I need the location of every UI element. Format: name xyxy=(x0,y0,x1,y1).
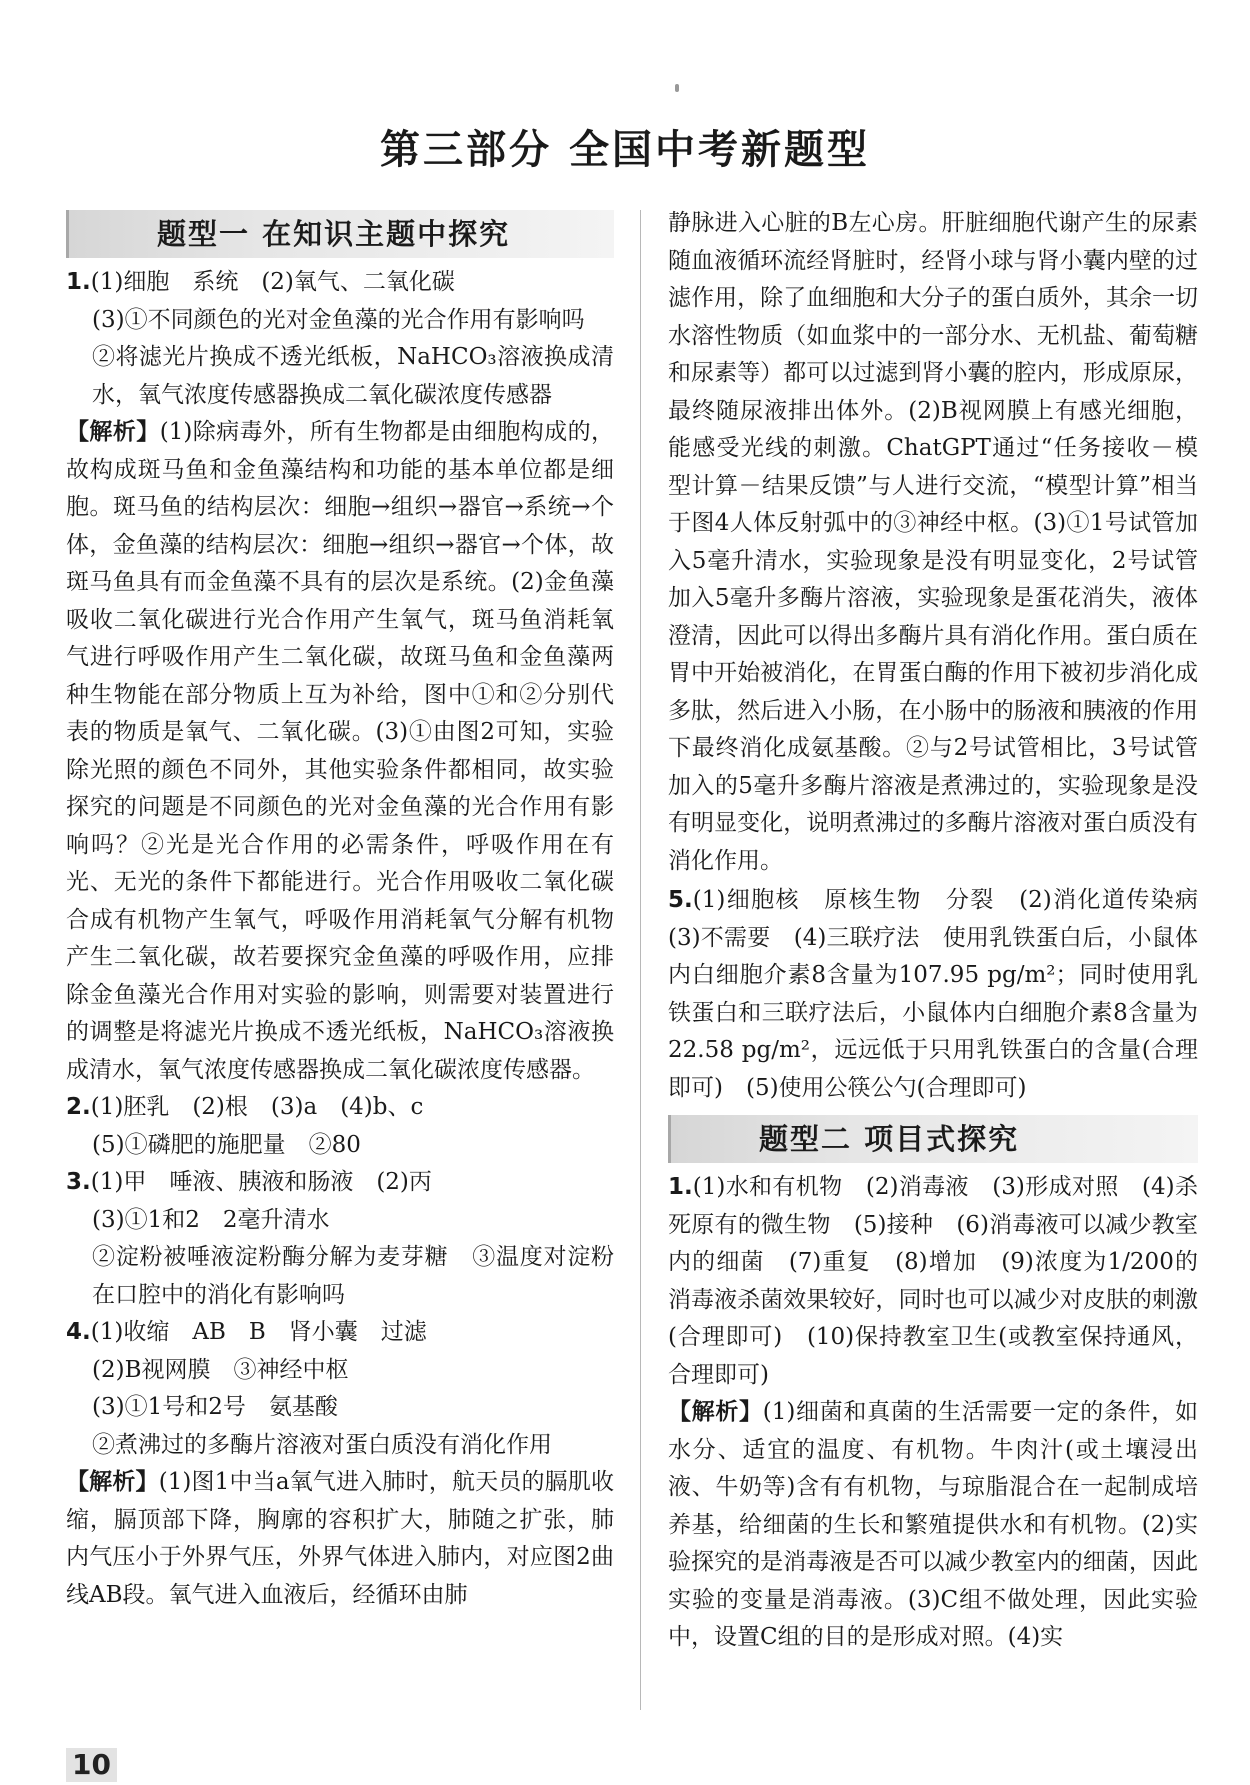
column-divider xyxy=(640,210,641,1710)
answer-line: (1)胚乳 (2)根 (3)a (4)b、c xyxy=(90,1094,424,1120)
left-column xyxy=(66,210,614,1614)
question-3 xyxy=(66,1164,614,1314)
answer-line: (5)①磷肥的施肥量 ②80 xyxy=(92,1131,361,1158)
question-number: 3. xyxy=(66,1169,91,1195)
answer-line: ②将滤光片换成不透光纸板，NaHCO₃溶液换成清水，氧气浓度传感器换成二氧化碳浓度传感器 xyxy=(92,344,614,408)
question-number: 2. xyxy=(66,1094,91,1120)
analysis-text: (1)图1中当a氧气进入肺时，航天员的膈肌收缩，膈顶部下降，胸廓的容积扩大，肺随之扩张，肺内气压小于外界气压，外界气体进入肺内，对应图2曲线AB段。氧气进入血液后，经循环由肺 xyxy=(66,1469,615,1608)
section-banner-2: 题型二 项目式探究 xyxy=(668,1115,1198,1163)
analysis xyxy=(668,1394,1198,1657)
analysis-text: (1)细菌和真菌的生活需要一定的条件，如水分、适宜的温度、有机物。牛肉汁(或土壤浸出液、牛奶等)含有有机物，与琼脂混合在一起制成培养基，给细菌的生长和繁殖提供水和有机物。(2)实验探究的是消毒液是否可以减少教室内的细菌，因此实验的变量是消毒液。(3)C组不做处理，因此实验中，设置C组的目的是形成对照。(4)实 xyxy=(668,1399,1198,1650)
answer-line: (2)B视网膜 ③神经中枢 xyxy=(92,1356,349,1383)
page-title: 第三部分 全国中考新题型 xyxy=(380,127,870,173)
question-4 xyxy=(66,1314,614,1614)
analysis-label: 【解析】 xyxy=(66,419,160,445)
answer-line: (3)①1和2 2毫升清水 xyxy=(92,1206,330,1233)
section-banner-1: 题型一 在知识主题中探究 xyxy=(66,210,614,258)
right-column xyxy=(668,205,1221,1657)
answer-line: ②淀粉被唾液淀粉酶分解为麦芽糖 ③温度对淀粉在口腔中的消化有影响吗 xyxy=(92,1244,614,1308)
answer-line: (3)①不同颜色的光对金鱼藻的光合作用有影响吗 xyxy=(92,306,585,333)
project-question-1 xyxy=(668,1169,1198,1394)
question-1 xyxy=(66,264,614,1089)
answer-text: (1)水和有机物 (2)消毒液 (3)形成对照 (4)杀死原有的微生物 (5)接种 (6)消毒液可以减少教室内的细菌 (7)重复 (8)增加 (9)浓度为1/200的消毒液杀菌效果较好，同时也可以减少对皮肤的刺激(合理即可) (10)保持教室卫生(或教室保持通风，合理即可) xyxy=(668,1174,1198,1388)
question-number: 4. xyxy=(66,1319,91,1345)
analysis xyxy=(66,1464,614,1614)
page-number: 10 xyxy=(66,1748,117,1782)
question-number: 1. xyxy=(66,269,91,295)
question-2 xyxy=(66,1089,614,1164)
answer-line: (1)收缩 AB B 肾小囊 过滤 xyxy=(90,1319,427,1345)
answer-line: (1)细胞 系统 (2)氧气、二氧化碳 xyxy=(90,269,455,295)
analysis-label: 【解析】 xyxy=(668,1399,763,1425)
analysis-text: (1)除病毒外，所有生物都是由细胞构成的，故构成斑马鱼和金鱼藻结构和功能的基本单位都是细胞。斑马鱼的结构层次：细胞→组织→器官→系统→个体，金鱼藻的结构层次：细胞→组织→器官→个体，故斑马鱼具有而金鱼藻不具有的层次是系统。(2)金鱼藻吸收二氧化碳进行光合作用产生氧气，斑马鱼消耗氧气进行呼吸作用产生二氧化碳，故斑马鱼和金鱼藻两种生物能在部分物质上互为补给，图中①和②分别代表的物质是氧气、二氧化碳。(3)①由图2可知，实验除光照的颜色不同外，其他实验条件都相同，故实验探究的问题是不同颜色的光对金鱼藻的光合作用有影响吗？②光是光合作用的必需条件，呼吸作用在有光、无光的条件下都能进行。光合作用吸收二氧化碳合成有机物产生氧气，呼吸作用消耗氧气分解有机物产生二氧化碳，故若要探究金鱼藻的呼吸作用，应排除金鱼藻光合作用对实验的影响，则需要对装置进行的调整是将滤光片换成不透光纸板，NaHCO₃溶液换成清水，氧气浓度传感器换成二氧化碳浓度传感器。 xyxy=(66,419,614,1083)
question-number: 5. xyxy=(668,887,693,913)
analysis-continued: 静脉进入心脏的B左心房。肝脏细胞代谢产生的尿素随血液循环流经肾脏时，经肾小球与肾小囊内壁的过滤作用，除了血细胞和大分子的蛋白质外，其余一切水溶性物质（如血浆中的一部分水、无机盐、葡萄糖和尿素等）都可以过滤到肾小囊的腔内，形成原尿，最终随尿液排出体外。(2)B视网膜上有感光细胞，能感受光线的刺激。ChatGPT通过“任务接收－模型计算－结果反馈”与人进行交流，“模型计算”相当于图4人体反射弧中的③神经中枢。(3)①1号试管加入5毫升清水，实验现象是没有明显变化，2号试管加入5毫升多酶片溶液，实验现象是蛋花消失，液体澄清，因此可以得出多酶片具有消化作用。蛋白质在胃中开始被消化，在胃蛋白酶的作用下被初步消化成多肽，然后进入小肠，在小肠中的肠液和胰液的作用下最终消化成氨基酸。②与2号试管相比，3号试管加入的5毫升多酶片溶液是煮沸过的，实验现象是没有明显变化，说明煮沸过的多酶片溶液对蛋白质没有消化作用。 xyxy=(668,210,1198,874)
analysis xyxy=(66,414,614,1089)
answer-line: (3)①1号和2号 氨基酸 xyxy=(92,1394,338,1420)
answer-line: (1)甲 唾液、胰液和肠液 (2)丙 xyxy=(90,1169,432,1195)
answer-text: (1)细胞核 原核生物 分裂 (2)消化道传染病 (3)不需要 (4)三联疗法 使用乳铁蛋白后，小鼠体内白细胞介素8含量为107.95 pg/m²；同时使用乳铁蛋白和三联疗法后，小鼠体内白细胞介素8含量为22.58 pg/m²，远远低于只用乳铁蛋白的含量(合理即可) (5)使用公筷公勺(合理即可) xyxy=(668,887,1221,1101)
question-number: 1. xyxy=(668,1174,693,1200)
answer-line: ②煮沸过的多酶片溶液对蛋白质没有消化作用 xyxy=(92,1431,552,1458)
analysis-label: 【解析】 xyxy=(66,1469,159,1495)
top-mark xyxy=(675,84,679,92)
question-5 xyxy=(668,882,1221,1107)
